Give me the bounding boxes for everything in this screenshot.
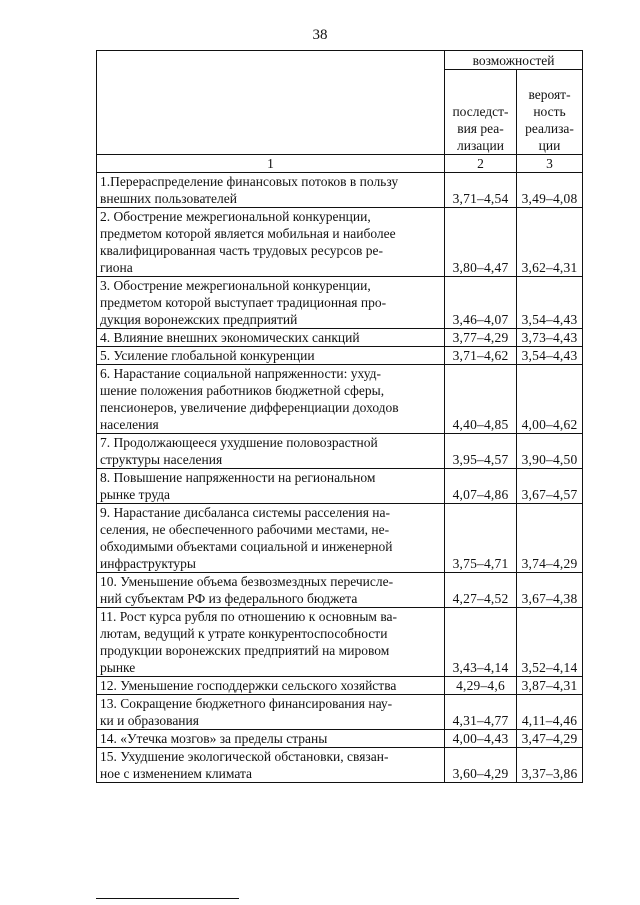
factor-cell: 15. Ухудшение экологической обстановки, связан- ное с изменением климата — [97, 748, 445, 783]
consequences-value: 3,43–4,14 — [445, 608, 517, 677]
probability-value: 3,54–4,43 — [517, 277, 583, 329]
consequences-value: 3,77–4,29 — [445, 329, 517, 347]
factor-cell: 7. Продолжающееся ухудшение половозрастной структуры населения — [97, 434, 445, 469]
consequences-value: 4,40–4,85 — [445, 365, 517, 434]
probability-value: 3,73–4,43 — [517, 329, 583, 347]
table-row — [97, 347, 583, 365]
consequences-value: 4,07–4,86 — [445, 469, 517, 504]
consequences-value: 3,71–4,54 — [445, 173, 517, 208]
factor-cell: 10. Уменьшение объема безвозмездных перечисле- ний субъектам РФ из федерального бюджета — [97, 573, 445, 608]
table-row — [97, 329, 583, 347]
risk-factors-table — [96, 50, 583, 783]
consequences-value: 3,71–4,62 — [445, 347, 517, 365]
consequences-value: 3,60–4,29 — [445, 748, 517, 783]
factor-cell: 1.Перераспределение финансовых потоков в пользу внешних пользователей — [97, 173, 445, 208]
consequences-value: 4,31–4,77 — [445, 695, 517, 730]
consequences-value: 3,46–4,07 — [445, 277, 517, 329]
factor-cell: 11. Рост курса рубля по отношению к основным ва- лютам, ведущий к утрате конкурентоспособности продукции воронежских предприятий на мировом рынке — [97, 608, 445, 677]
table-row — [97, 469, 583, 504]
header-probability: вероят- ность реализа- ции — [517, 70, 583, 155]
probability-value: 3,37–3,86 — [517, 748, 583, 783]
header-row-group — [97, 51, 583, 70]
table-row — [97, 208, 583, 277]
probability-value: 3,67–4,38 — [517, 573, 583, 608]
table-row — [97, 173, 583, 208]
factor-cell: 2. Обострение межрегиональной конкуренции, предметом которой является мобильная и наиболее квалифицированная часть трудовых ресурсов ре- гиона — [97, 208, 445, 277]
factor-cell: 3. Обострение межрегиональной конкуренции, предметом которой выступает традиционная про- дукция воронежских предприятий — [97, 277, 445, 329]
consequences-value: 4,27–4,52 — [445, 573, 517, 608]
header-group-cell: возможностей — [445, 51, 583, 70]
probability-value: 3,87–4,31 — [517, 677, 583, 695]
probability-value: 3,47–4,29 — [517, 730, 583, 748]
table-row — [97, 677, 583, 695]
consequences-value: 3,95–4,57 — [445, 434, 517, 469]
factor-cell: 13. Сокращение бюджетного финансирования нау- ки и образования — [97, 695, 445, 730]
consequences-value: 4,00–4,43 — [445, 730, 517, 748]
factor-cell: 14. «Утечка мозгов» за пределы страны — [97, 730, 445, 748]
table-row — [97, 748, 583, 783]
page-number: 38 — [312, 27, 328, 43]
probability-value: 3,90–4,50 — [517, 434, 583, 469]
factor-cell: 5. Усиление глобальной конкуренции — [97, 347, 445, 365]
consequences-value: 3,80–4,47 — [445, 208, 517, 277]
column-number-2: 2 — [445, 155, 517, 173]
probability-value: 3,54–4,43 — [517, 347, 583, 365]
header-factor-cell — [97, 51, 445, 155]
table-row — [97, 730, 583, 748]
factor-cell: 4. Влияние внешних экономических санкций — [97, 329, 445, 347]
factor-cell: 9. Нарастание дисбаланса системы расселения на- селения, не обеспеченного рабочими местами, не- обходимыми объектами социальной и инженерной инфраструктуры — [97, 504, 445, 573]
probability-value: 3,52–4,14 — [517, 608, 583, 677]
factor-cell: 6. Нарастание социальной напряженности: ухуд- шение положения работников бюджетной сферы, пенсионеров, увеличение дифференциации доходов населения — [97, 365, 445, 434]
probability-value: 3,49–4,08 — [517, 173, 583, 208]
table-row — [97, 365, 583, 434]
column-number-3: 3 — [517, 155, 583, 173]
table-row — [97, 434, 583, 469]
table-row — [97, 695, 583, 730]
table-row — [97, 277, 583, 329]
factor-cell: 8. Повышение напряженности на региональном рынке труда — [97, 469, 445, 504]
probability-value: 3,67–4,57 — [517, 469, 583, 504]
probability-value: 4,11–4,46 — [517, 695, 583, 730]
factor-cell: 12. Уменьшение господдержки сельского хозяйства — [97, 677, 445, 695]
table-row — [97, 608, 583, 677]
probability-value: 3,62–4,31 — [517, 208, 583, 277]
footnote-rule — [96, 898, 239, 899]
column-number-1: 1 — [97, 155, 445, 173]
consequences-value: 3,75–4,71 — [445, 504, 517, 573]
column-number-row — [97, 155, 583, 173]
header-consequences: последст- вия реа- лизации — [445, 70, 517, 155]
probability-value: 3,74–4,29 — [517, 504, 583, 573]
probability-value: 4,00–4,62 — [517, 365, 583, 434]
table-row — [97, 573, 583, 608]
consequences-value: 4,29–4,6 — [445, 677, 517, 695]
table-row — [97, 504, 583, 573]
